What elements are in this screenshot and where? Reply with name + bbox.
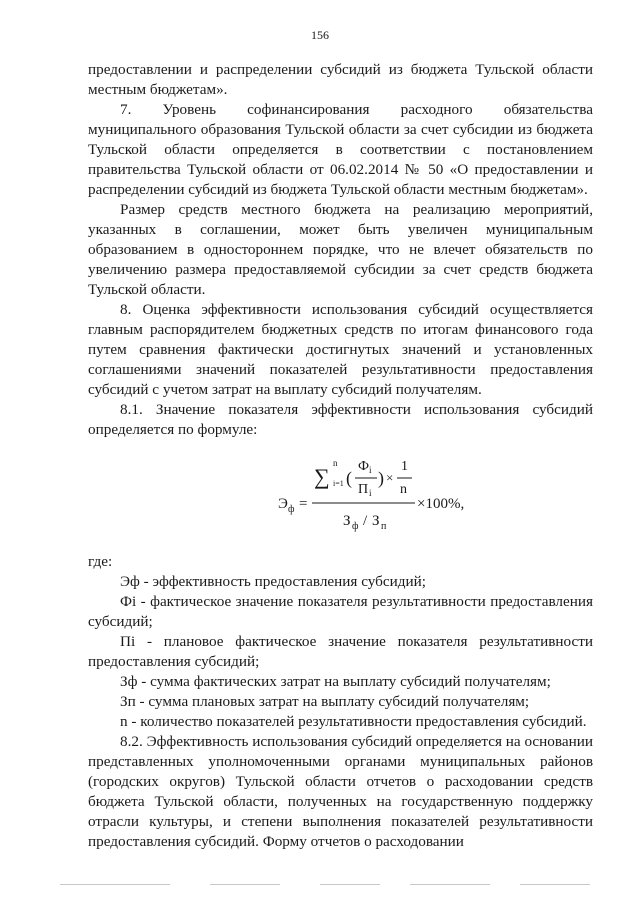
definition-zf: Зф - сумма фактических затрат на выплату субсидий получателям; — [120, 673, 551, 690]
formula-den-zf: З — [343, 513, 351, 529]
formula-den-zp-sub: п — [381, 521, 387, 532]
formula-fi: Ф — [358, 459, 370, 474]
formula-sum-top: n — [333, 458, 338, 468]
document-body — [88, 60, 593, 852]
definition-ef: Эф - эффективность предоставления субсидий; — [120, 573, 426, 590]
formula-lhs: Э — [278, 496, 288, 512]
formula-suffix: ×100%, — [417, 496, 465, 512]
formula-den-zf-sub: ф — [352, 521, 359, 532]
efficiency-formula — [88, 440, 593, 552]
formula-close-paren: ) — [378, 468, 384, 488]
definition-zp: Зп - сумма плановых затрат на выплату субсидий получателям; — [120, 693, 530, 710]
formula-n: n — [400, 482, 407, 497]
definition-pi: Пi - плановое фактическое значение показателя результативности предоставления субсидий; — [88, 633, 593, 670]
scan-artifact-line — [60, 884, 600, 888]
formula-sum-sign: ∑ — [314, 464, 330, 489]
paragraph-continuation: предоставлении и распределении субсидий из бюджета Тульской области местным бюджетам». — [88, 61, 593, 98]
paragraph-item-7: 7. Уровень софинансирования расходного обязательства муниципального образования Тульской области за счет субсидии из бюджета Тульской области определяется в соответствии с постановлением правительства Тульской области от 06.02.2014 № 50 «О предоставлении и распределении субсидий из бюджета Тульской области местным бюджетам». — [88, 101, 593, 198]
paragraph-local-budget: Размер средств местного бюджета на реализацию мероприятий, указанных в соглашении, может быть увеличен муниципальным образованием в одностороннем порядке, что не влечет обязательств по увеличению размера предоставляемой субсидии за счет средств бюджета Тульской области. — [88, 201, 593, 298]
formula-lhs-sub: ф — [288, 504, 295, 515]
formula-pi: П — [358, 482, 369, 497]
formula-pi-sub: i — [369, 488, 372, 498]
formula-times: × — [386, 470, 394, 485]
formula-open-paren: ( — [346, 468, 352, 488]
formula-fi-sub: i — [369, 465, 372, 475]
definition-n: n - количество показателей результативности предоставления субсидий. — [120, 713, 587, 730]
paragraph-item-8-1: 8.1. Значение показателя эффективности использования субсидий определяется по формуле: — [88, 401, 593, 438]
formula-den-slash: / — [363, 513, 368, 529]
formula-equals: = — [299, 496, 308, 512]
definition-fi: Фi - фактическое значение показателя результативности предоставления субсидий; — [88, 593, 593, 630]
paragraph-item-8-2: 8.2. Эффективность использования субсидий определяется на основании представленных уполномоченными органами муниципальных районов (городских округов) Тульской области отчетов о расходовании средств бюджета Тульской области, полученных на государственную поддержку отрасли культуры, и степени выполнения показателей результативности предоставления субсидий. Форму отчетов о расходовании — [88, 733, 593, 850]
paragraph-item-8: 8. Оценка эффективности использования субсидий осуществляется главным распорядителем бюджетных средств по итогам финансового года путем сравнения фактически достигнутых значений и установленных соглашениями значений показателей результативности предоставления субсидий с учетом затрат на выплату субсидий получателям. — [88, 301, 593, 398]
formula-sum-bottom: i=1 — [333, 479, 344, 488]
formula-den-zp: З — [372, 513, 380, 529]
definitions-intro: где: — [88, 553, 113, 570]
formula-one: 1 — [401, 459, 408, 474]
page-number: 156 — [311, 28, 329, 42]
